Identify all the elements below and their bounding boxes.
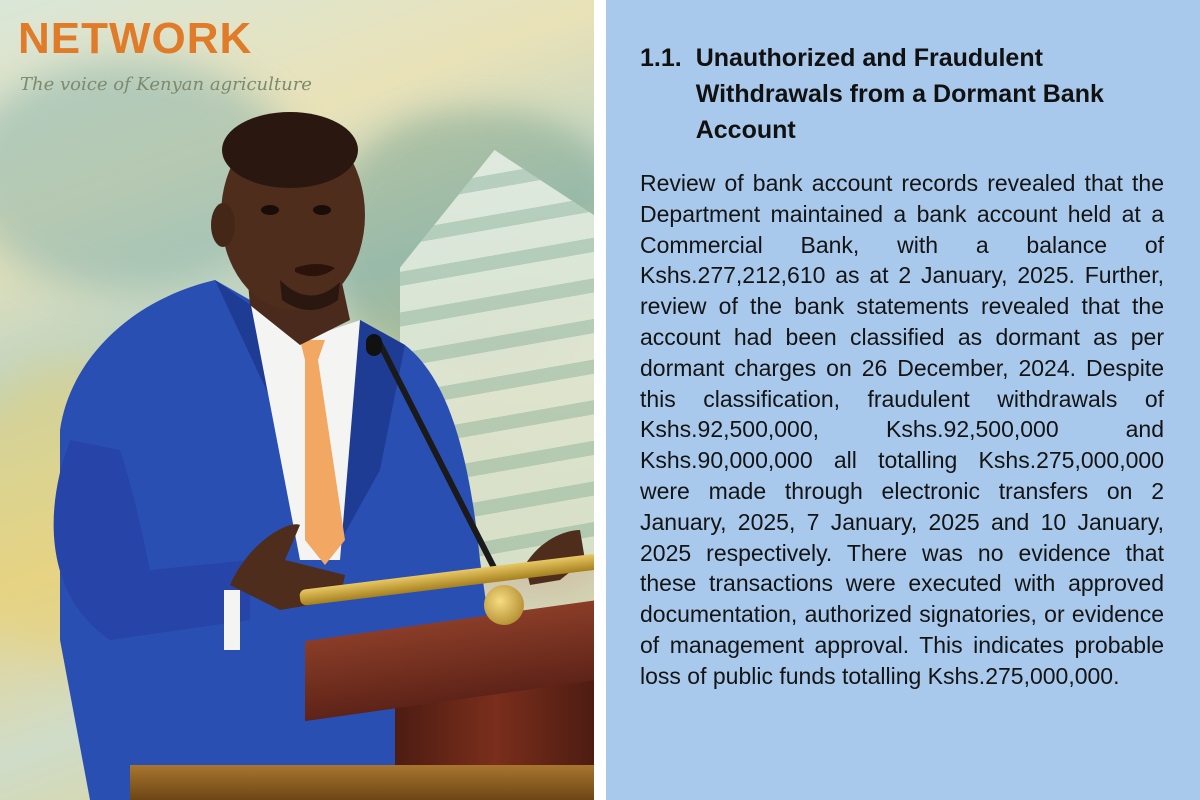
hair [222,112,358,188]
eye [261,205,279,215]
microphone-icon [366,334,382,356]
ear [211,203,235,247]
shirt-cuff [224,590,240,650]
podium-knob [484,585,524,625]
podium-base [130,765,594,800]
banner-logo-text: NETWORK [18,14,253,63]
section-title: Unauthorized and Fraudulent Withdrawals from a Dormant Bank Account [695,44,1104,144]
panel-divider [594,0,606,800]
speaker-photo [0,0,594,800]
eye [313,205,331,215]
section-body: Review of bank account records revealed that the Department maintained a bank account held at a Commercial Bank, with a balance of Kshs.277,212,610 as at 2 January, 2025. Further, review of the bank statements revealed that the account had been classified as dormant as per dormant charges on 26 December, 2024. Despite this classification, fraudulent withdrawals of Kshs.92,500,000, Kshs.92,500,000 and Kshs.90,000,000 all totalling Kshs.275,000,000 were made through electronic transfers on 2 January, 2025, 7 January, 2025 and 10 January, 2025 respectively. There was no evidence that these transactions were executed with approved documentation, authorized signatories, or evidence of management approval. This indicates probable loss of public funds totalling Kshs.275,000,000. [640,170,1164,689]
report-excerpt [606,0,1200,800]
banner-tagline: The voice of Kenyan agriculture [20,74,312,95]
section-heading [640,40,1164,148]
section-number: 1.1. [640,44,682,72]
